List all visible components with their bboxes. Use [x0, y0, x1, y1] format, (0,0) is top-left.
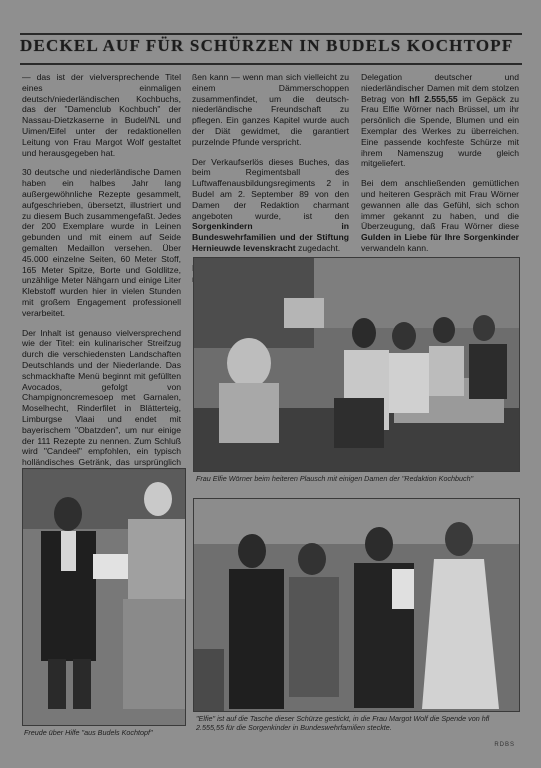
- column-3: [361, 72, 519, 263]
- col3-paragraph-2: [361, 178, 519, 254]
- col1-paragraph-2: 30 deutsche und niederländische Damen haben ein halbes Jahr lang außergewöhnliche Rezepte gesammelt, aufgeschrieben, übersetzt, illustriert und zu diesem Buch zusammengefaßt. Jedes der 200 Exemplare wurde in Leinen gebunden und mit einem auf Seide gemalten Medaillon versehen. Über 45.000 einzelne Seiten, 60 Meter Stoff, 165 Meter Spitze, Borte und Goldlitze, unzählige Meter Nähgarn und einige Liter Klebstoff wurden hier in vielen Stunden mit großem Engagement professionell verarbeitet.: [22, 167, 181, 318]
- col3-p1-bold: hfl 2.555,55: [409, 93, 458, 104]
- column-1: [22, 72, 181, 509]
- col2-p2-bold: Sorgenkindern in Bundeswehrfamilien und der Stiftung Hernieuwde levenskracht: [192, 221, 349, 253]
- photo-group-conversation: [193, 257, 520, 472]
- col3-p1-text: Delegation deutscher und niederländischer Damen mit dem stolzen Betrag von: [361, 72, 519, 104]
- caption-bottom-left: Freude über Hilfe "aus Budels Kochtopf": [24, 728, 153, 737]
- caption-top-right: Frau Elfie Wörner beim heiteren Plausch mit einigen Damen der "Redaktion Kochbuch": [196, 474, 474, 483]
- top-rule: [20, 33, 522, 35]
- col1-paragraph-1: — das ist der vielversprechende Titel eines einmaligen deutsch/niederländischen Kochbuchs, das der "Damenclub Kochbuch" der Nassau-Dietzkaserne in Budel/NL und Uimen/Eifel unter der redaktionellen Leitung von Frau Margot Wolf gestaltet und herausgegeben hat.: [22, 72, 181, 158]
- col1-paragraph-3: Der Inhalt ist genauso vielversprechend wie der Titel: ein kulinarischer Streifzug durch die verschiedensten Landschaften Deutschlands und der Niederlande. Das schmackhafte Menü beginnt mit gefüllten Avocados, gefolgt von Champignoncremesoep met Garnalen, Moselhecht, Rinderfilet in Blätterteig, Limburgse Vlaai und endet mit bayerischem "Obatzden", um nur einige der 111 Rezepte zu nennen. Zum Schluß wird "Candeel" empfohlen, ein typisch holländisches Getränk, das ursprünglich: [22, 327, 181, 468]
- col3-p1-end: im Gepäck zu Frau Elfie Wörner nach Brüssel, um ihr persönlich die Spende, Blumen und ein Exemplar des Werkes zu überreichen. Eine passende kochfeste Schürze mit ihrem Namenszug wurde gleich mitgeliefert.: [361, 93, 519, 169]
- caption-bottom-right: "Elfie" ist auf die Tasche dieser Schürze gestickt, in die Frau Margot Wolf die Spende von hfl 2.555,55 für die Sorgenkinder in Bundeswehrfamilien steckte.: [196, 714, 490, 732]
- col2-p2-end: zugedacht.: [295, 242, 341, 253]
- photo-handover-image: [23, 469, 185, 725]
- col3-paragraph-1: [361, 72, 519, 169]
- folio: RDBS: [494, 742, 515, 748]
- photo-apron-image: [194, 499, 519, 711]
- col2-paragraph-2: [192, 157, 349, 254]
- photo-group-conversation-image: [194, 258, 519, 471]
- headline-rule: [20, 63, 522, 65]
- photo-apron: [193, 498, 520, 712]
- col2-p2-text: Der Verkaufserlös dieses Buches, das beim Regimentsball des Luftwaffenausbildungsregiments 2 in Budel am 2. September 89 von den Damen der Redaktion charmant angeboten wurde, ist den: [192, 156, 349, 221]
- headline: DECKEL AUF FÜR SCHÜRZEN IN BUDELS KOCHTOPF: [20, 36, 514, 55]
- col3-p2-bold: Gulden in Liebe für Ihre Sorgenkinder: [361, 232, 519, 243]
- photo-handover: [22, 468, 186, 726]
- col2-paragraph-1: ßen kann — wenn man sich vielleicht zu einem Dämmerschoppen zusammenfindet, um die deutsch-niederländische Freundschaft zu pflegen. Ein ganzes Kapitel wurde auch der Diät gewidmet, die garantiert purzelnde Pfunde verspricht.: [192, 72, 349, 147]
- col3-p2-text: Bei dem anschließenden gemütlichen und heiteren Gespräch mit Frau Wörner gewannen alle das Gefühl, sich schon immer gekannt zu haben, und die Überzeugung, daß Frau Wörner diese: [361, 178, 519, 232]
- col3-p2-end: verwandeln kann.: [361, 242, 429, 253]
